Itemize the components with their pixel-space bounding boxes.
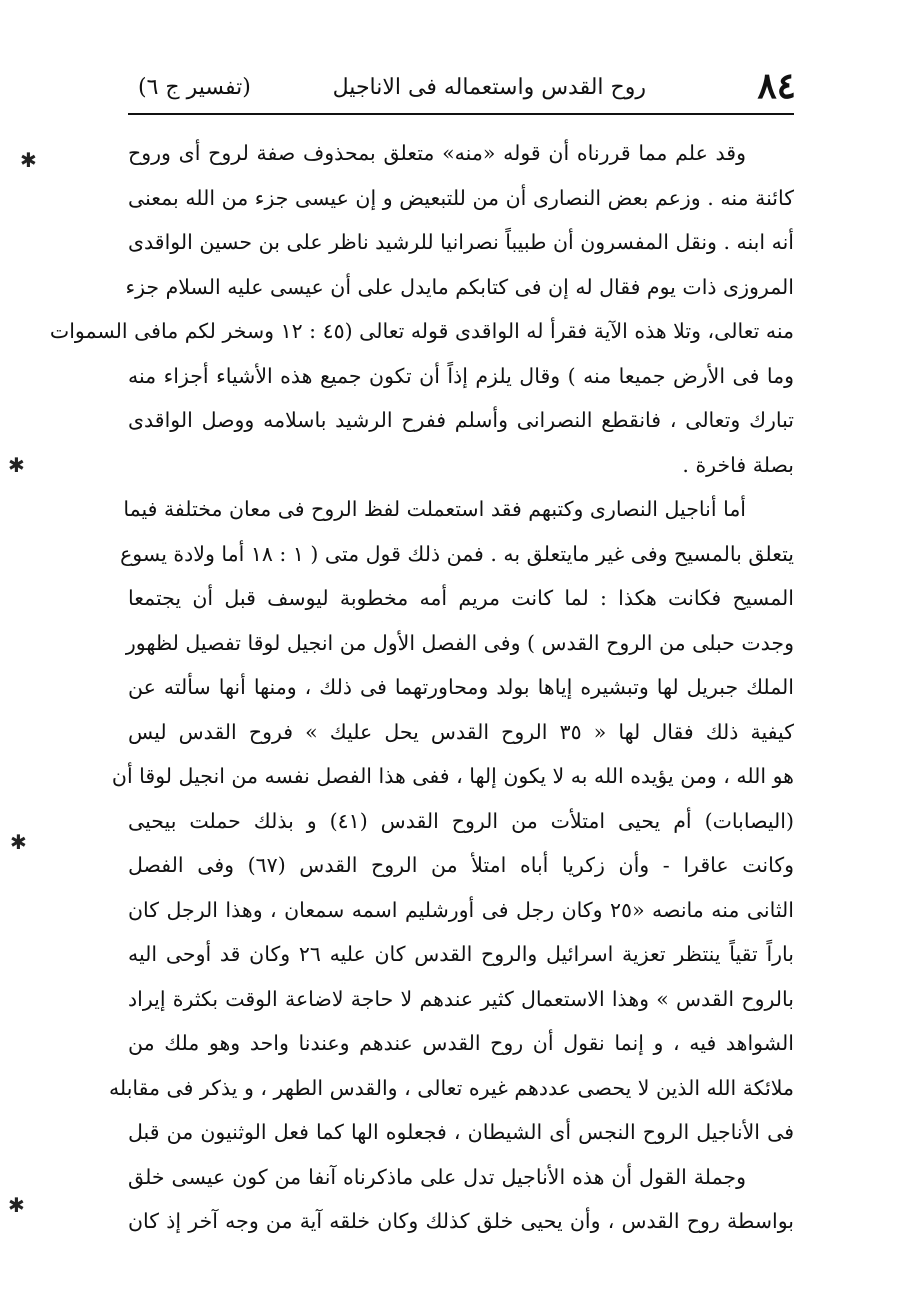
margin-asterisk-icon: ✱: [10, 830, 27, 854]
text-line: بصلة فاخرة .: [682, 452, 794, 477]
text-line: ملائكة الله الذين لا يحصى عددهم غيره تعالى ، والقدس الطهر ، و يذكر فى مقابله: [108, 1075, 794, 1100]
text-line: وما فى الأرض جميعا منه ) وقال يلزم إذاً أن تكون جميع هذه الأشياء أجزاء منه: [128, 363, 794, 388]
text-line: كيفية ذلك فقال لها « ٣٥ الروح القدس يحل عليك » فروح القدس ليس: [128, 719, 794, 744]
paragraph: [49, 131, 794, 487]
text-line: منه تعالى، وتلا هذه الآية فقرأ له الواقدى قوله تعالى (٤٥ : ١٢ وسخر لكم مافى السموات: [49, 319, 794, 343]
running-title: روح القدس واستعماله فى الاناجيل: [332, 75, 646, 100]
text-line: المروزى ذات يوم فقال له إن فى كتابكم مايدل على أن عيسى عليه السلام جزء: [125, 274, 794, 299]
text-line: الثانى منه مانصه «٢٥ وكان رجل فى أورشليم اسمه سمعان ، وهذا الرجل كان: [128, 897, 794, 922]
text-line: تبارك وتعالى ، فانقطع النصرانى وأسلم ففرح الرشيد باسلامه ووصل الواقدى: [128, 408, 794, 432]
volume-reference: (تفسير ج ٦): [138, 75, 251, 100]
text-line: الشواهد فيه ، و إنما نقول أن روح القدس عندهم وعندنا واحد وهو ملك من: [128, 1031, 794, 1055]
paragraph: [108, 487, 795, 1155]
page-header: [128, 66, 796, 110]
text-line: وجدت حبلى من الروح القدس ) وفى الفصل الأول من انجيل لوقا تفصيل لظهور: [125, 630, 794, 655]
text-line: وقد علم مما قررناه أن قوله «منه» متعلق بمحذوف صفة لروح أى وروح: [128, 141, 746, 165]
text-line: وكانت عاقرا - وأن زكريا أباه امتلأ من الروح القدس (٦٧) وفى الفصل: [128, 853, 795, 877]
paragraph: [128, 1155, 794, 1244]
text-line: وجملة القول أن هذه الأناجيل تدل على ماذكرناه آنفا من كون عيسى خلق: [128, 1164, 746, 1189]
margin-asterisk-icon: ✱: [20, 148, 37, 172]
text-line: الملك جبريل لها وتبشيره إياها بولد ومحاورتهما فى ذلك ، ومنها أنها سألته عن: [128, 675, 794, 699]
text-line: (اليصابات) أم يحيى امتلأت من الروح القدس (٤١) و بذلك حملت بيحيى: [128, 808, 794, 833]
page-number: ٨٤: [757, 65, 796, 107]
margin-asterisk-icon: ✱: [8, 453, 25, 477]
text-line: باراً تقياً ينتظر تعزية اسرائيل والروح القدس كان عليه ٢٦ وكان قد أوحى اليه: [128, 942, 794, 966]
text-line: المسيح فكانت هكذا : لما كانت مريم أمه مخطوبة ليوسف قبل أن يجتمعا: [128, 586, 794, 610]
text-line: أما أناجيل النصارى وكتبهم فقد استعملت لفظ الروح فى معان مختلفة فيما: [123, 497, 746, 521]
text-line: أنه ابنه . ونقل المفسرون أن طبيباً نصرانيا للرشيد ناظر على بن حسين الواقدى: [128, 230, 794, 254]
margin-asterisk-icon: ✱: [8, 1193, 25, 1217]
text-line: بواسطة روح القدس ، وأن يحيى خلق كذلك وكان خلقه آية من وجه آخر إذ كان: [128, 1209, 794, 1233]
text-line: يتعلق بالمسيح وفى غير مايتعلق به . فمن ذلك قول متى ( ١ : ١٨ أما ولادة يسوع: [120, 541, 794, 566]
header-rule: [128, 113, 794, 115]
text-line: كائنة منه . وزعم بعض النصارى أن من للتبعيض و إن عيسى جزء من الله بمعنى: [128, 185, 794, 210]
text-line: هو الله ، ومن يؤيده الله به لا يكون إلها ، ففى هذا الفصل نفسه من انجيل لوقا أن: [111, 764, 794, 788]
text-line: فى الأناجيل الروح النجس أى الشيطان ، فجعلوه الها كما فعل الوثنيون من قبل: [128, 1120, 794, 1144]
text-line: بالروح القدس » وهذا الاستعمال كثير عندهم لا حاجة لاضاعة الوقت بكثرة إيراد: [128, 986, 794, 1011]
body-text: [49, 131, 795, 1244]
